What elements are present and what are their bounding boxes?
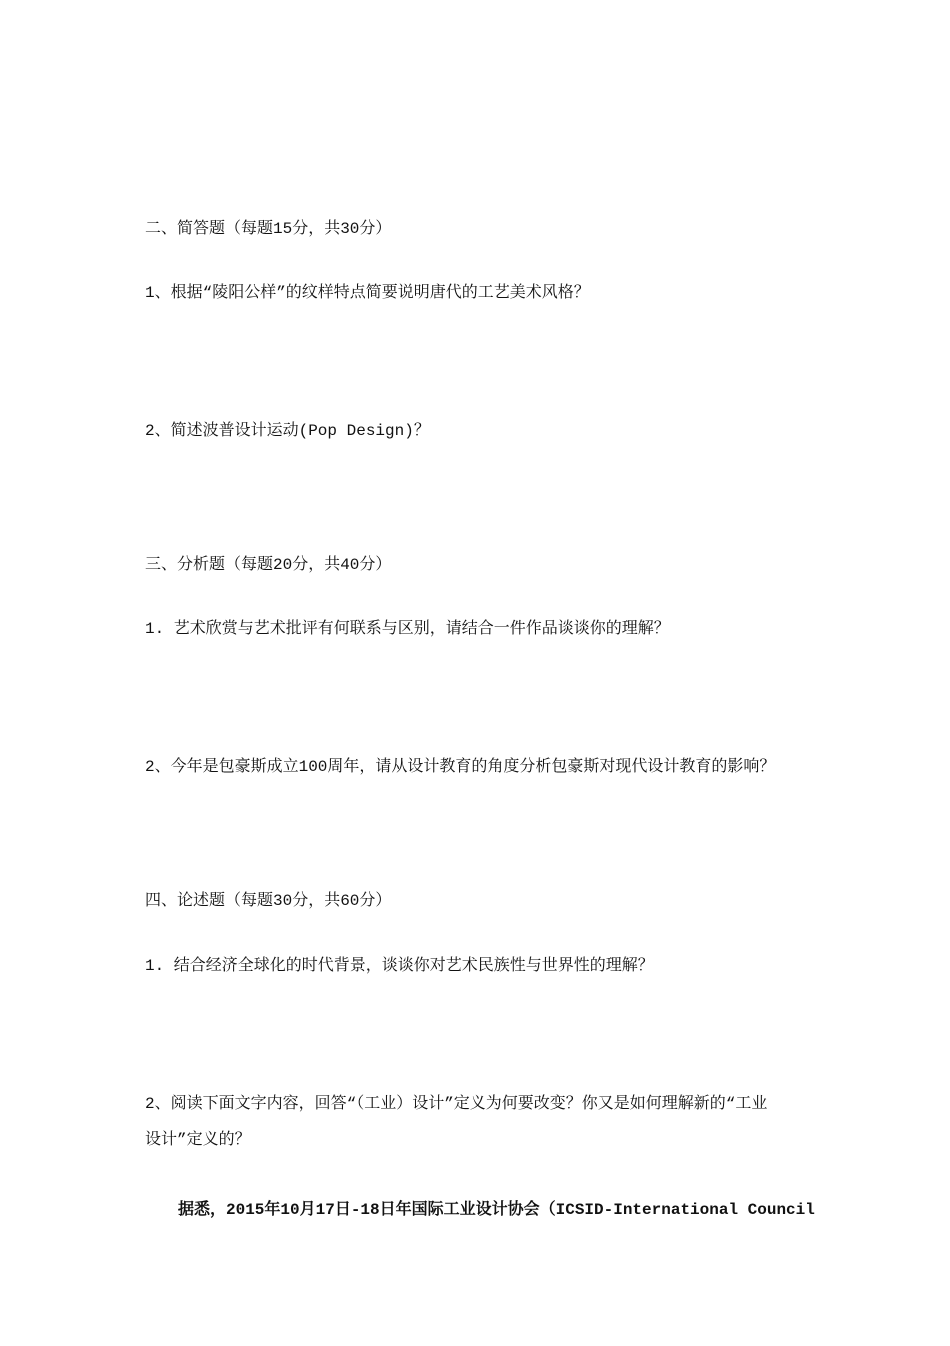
section-heading-essay: 四、论述题（每题30分，共60分） (145, 892, 392, 910)
section-heading-short-answer: 二、简答题（每题15分，共30分） (145, 220, 392, 238)
question-text: 2、简述波普设计运动(Pop Design)？ (145, 422, 430, 440)
question-text-continued: 设计”定义的？ (145, 1131, 251, 1149)
question-text: 1、根据“陵阳公样”的纹样特点简要说明唐代的工艺美术风格？ (145, 284, 590, 302)
question-text: 2、阅读下面文字内容，回答“（工业）设计”定义为何要改变？你又是如何理解新的“工业 (145, 1095, 768, 1113)
question-text: 1. 艺术欣赏与艺术批评有何联系与区别，请结合一件作品谈谈你的理解？ (145, 620, 670, 638)
reading-passage: 据悉，2015年10月17日-18日年国际工业设计协会（ICSID-International Council (178, 1201, 815, 1219)
question-text: 1. 结合经济全球化的时代背景，谈谈你对艺术民族性与世界性的理解？ (145, 957, 654, 975)
question-text: 2、今年是包豪斯成立100周年，请从设计教育的角度分析包豪斯对现代设计教育的影响？ (145, 758, 776, 776)
section-heading-analysis: 三、分析题（每题20分，共40分） (145, 556, 392, 574)
